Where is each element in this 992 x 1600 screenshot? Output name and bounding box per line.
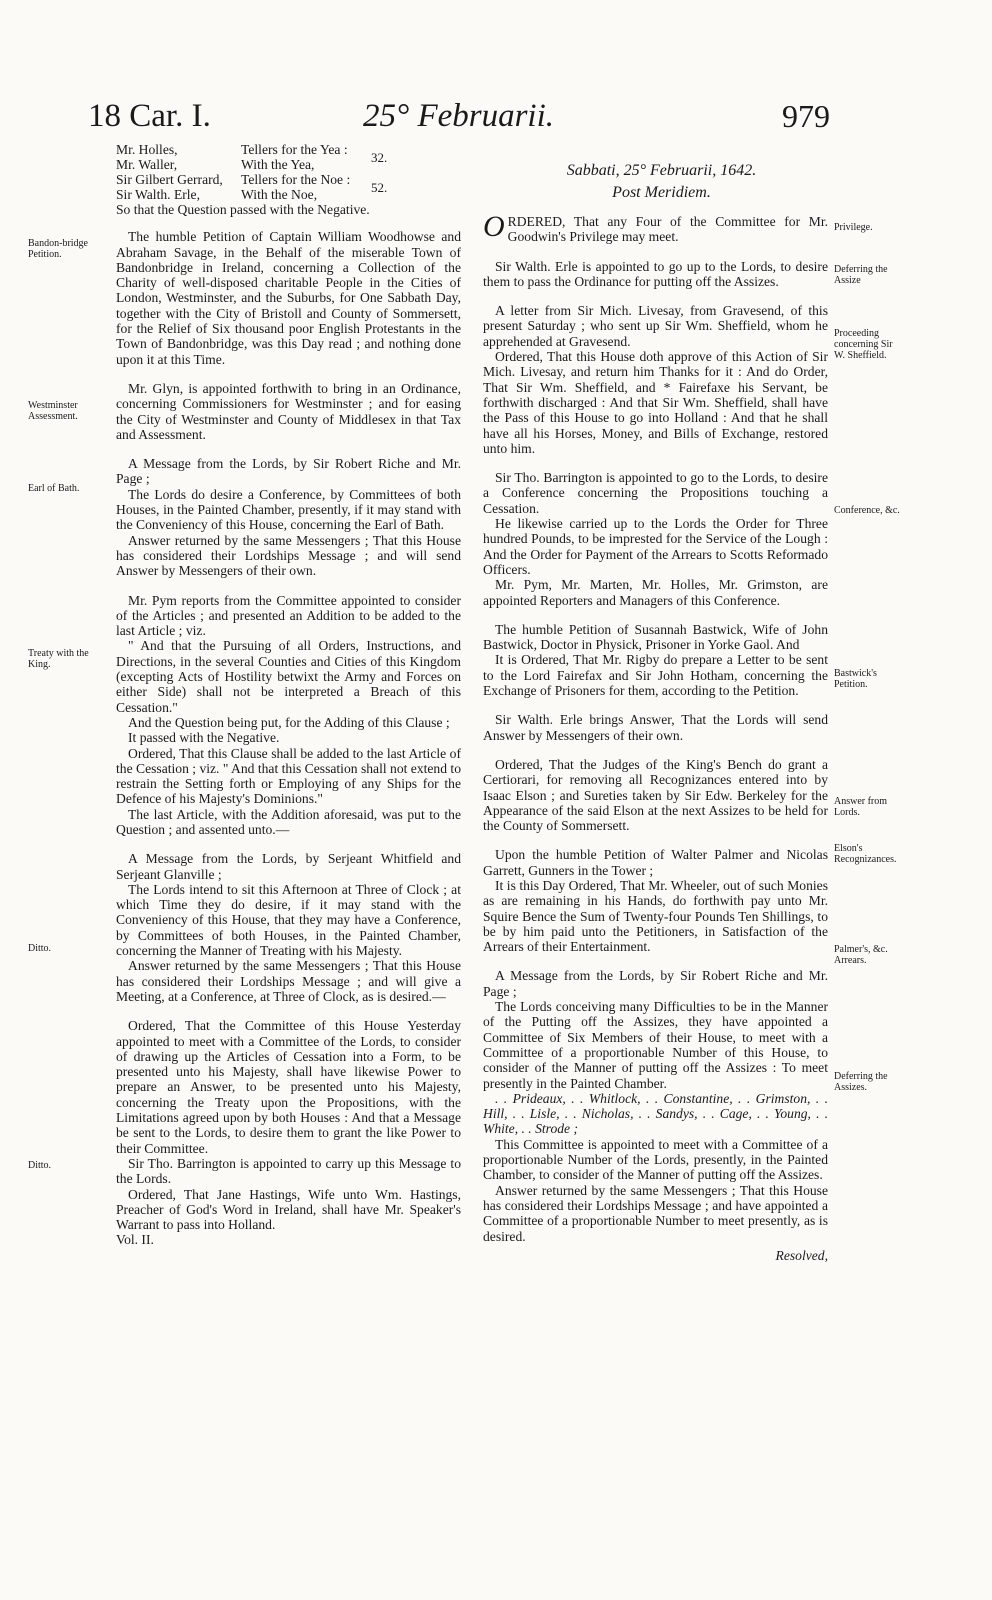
paragraph: Upon the humble Petition of Walter Palmer and Nicolas Garrett, Gunners in the Tower ; [483,847,828,878]
committee-names: . . Prideaux, . . Whitlock, . . Constantine, . . Grimston, . . Hill, . . Lisle, . . Nicholas, . . Sandys, . . Cage, . . Young, . . White, . . Strode ; [483,1090,828,1137]
paragraph: Mr. Pym reports from the Committee appointed to consider of the Articles ; and presented an Addition to be added to the last Article ; viz. [116,592,461,639]
session-heading: Post Meridiem. [612,184,711,201]
margin-note-right: Deferring the Assize [834,264,888,286]
paragraph: The Lords do desire a Conference, by Committees of both Houses, in the Painted Chamber, presently, if it may stand with the Conveniency of this House, concerning the Earl of Bath. [116,486,461,533]
paragraph: The humble Petition of Captain William Woodhowse and Abraham Savage, in the Behalf of the miserable Town of Bandonbridge in Ireland, concerning a Collection of the Charity of well-disposed charitable People in the Cities of London, Westminster, and the Suburbs, for One Sabbath Day, together with the City of Bristoll and County of Sommersett, for the Relief of Six thousand poor English Protestants in the Town of Bandonbridge, was this Day read ; and nothing done upon it at this Time. [116,229,461,367]
paragraph: Ordered, That the Judges of the King's Bench do grant a Certiorari, for removing all Recognizances entered into by Isaac Elson ; and Sureties taken by Sir Edw. Berkeley for the Appearance of the said Elson at the next Assizes to be held for the County of Sommersett. [483,756,828,834]
paragraph [483,210,828,245]
paragraph: The Lords intend to sit this Afternoon at Three of Clock ; at which Time they do desire, if it may stand with the Conveniency of this House, that they may have a Conference, by Committees of both Houses, in the Painted Chamber, concerning the Manner of Treating with his Majesty. [116,881,461,959]
paragraph: A Message from the Lords, by Sir Robert Riche and Mr. Page ; [116,456,461,487]
margin-note-right: Bastwick's Petition. [834,668,877,690]
margin-note-left: Earl of Bath. [28,483,80,494]
volume-signature: Vol. II. [116,1232,154,1248]
sitting-heading: Sabbati, 25° Februarii, 1642. [566,162,757,179]
paragraph: Ordered, That Jane Hastings, Wife unto Wm. Hastings, Preacher of God's Word in Ireland, shall have Mr. Speaker's Warrant to pass into Holland. [116,1186,461,1233]
teller-name: Sir Walth. Erle, [116,187,200,202]
teller-name: Mr. Holles, [116,142,178,157]
teller-role: Tellers for the Noe : [241,172,351,187]
drop-cap: O [483,210,505,243]
paragraph-text: RDERED, That any Four of the Committee for Mr. Goodwin's Privilege may meet. [507,214,828,245]
teller-role: Tellers for the Yea : [241,142,348,157]
margin-note-right: Privilege. [834,222,873,233]
teller-role: With the Yea, [241,157,315,172]
paragraph: He likewise carried up to the Lords the Order for Three hundred Pounds, to be imprested for the Service of the Lough : And the Order for Payment of the Arrears to Scotts Reformado Officers. [483,516,828,577]
paragraph: Sir Walth. Erle is appointed to go up to the Lords, to desire them to pass the Ordinance for putting off the Assizes. [483,258,828,289]
paragraph: " And that the Pursuing of all Orders, Instructions, and Directions, in the several Counties and Cities of this Kingdom (excepting Acts of Hostility betwixt the Army and Forces on either Side) shall not be interpreted a Breach of this Cessation." [116,638,461,715]
paragraph: The last Article, with the Addition aforesaid, was put to the Question ; and assented unto.— [116,806,461,837]
right-column [483,148,828,1263]
page-number: 979 [782,98,830,134]
header-regnal-year: 18 Car. I. [88,98,211,134]
margin-note-right: Palmer's, &c. Arrears. [834,944,888,966]
paragraph: Mr. Glyn, is appointed forthwith to bring in an Ordinance, concerning Commissioners for Westminster ; and for easing the City of Westminster and County of Middlesex in that Tax and Assessment. [116,380,461,442]
paragraph: A Message from the Lords, by Serjeant Whitfield and Serjeant Glanville ; [116,851,461,882]
tellers-table [116,142,461,202]
paragraph: The humble Petition of Susannah Bastwick, Wife of John Bastwick, Doctor in Physick, Prisoner in Yorke Gaol. And [483,621,828,653]
paragraph: So that the Question passed with the Negative. [116,202,370,217]
yea-count: 32. [371,149,388,165]
paragraph: And the Question being put, for the Adding of this Clause ; [128,714,450,730]
catchword: Resolved, [775,1247,828,1263]
noe-count: 52. [371,179,388,195]
margin-note-left: Bandon-bridge Petition. [28,238,88,260]
margin-note-right: Proceeding concerning Sir W. Sheffield. [834,328,893,361]
margin-note-right: Conference, &c. [834,505,900,516]
paragraph: Ordered, That this Clause shall be added to the last Article of the Cessation ; viz. " And that this Cessation shall not extend to restrain the Setting forth or Employing of any Ships for the Defence of his Majesty's Dominions." [116,745,461,807]
paragraph: Ordered, That the Committee of this House Yesterday appointed to meet with a Committee of the Lords, to consider of drawing up the Articles of Cessation into a Form, to be presented unto his Majesty, shall have likewise Power to prepare an Answer, to be presented unto his Majesty, concerning the Treaty upon the Propositions, with the Limitations agreed upon by both Houses : And that a Message be sent to the Lords, to desire them to grant the like Power to their Committee. [116,1018,461,1156]
paragraph: Mr. Pym, Mr. Marten, Mr. Holles, Mr. Grimston, are appointed Reporters and Managers of this Conference. [483,577,828,608]
margin-note-right: Elson's Recognizances. [834,843,897,865]
paragraph: Ordered, That this House doth approve of this Action of Sir Mich. Livesay, and return him Thanks for it : And do Order, That Sir Wm. Sheffield, and * Fairefaxe his Servant, be forthwith discharged : And that Sir Wm. Sheffield, shall have the Pass of this House to go into Holland : And that he shall have all his Horses, Money, and Bills of Exchange, restored unto him. [483,349,828,456]
paragraph: This Committee is appointed to meet with a Committee of a proportionable Number of the Lords, presently, in the Painted Chamber, to consider of the Manner of putting off the Assizes. [483,1136,828,1183]
paragraph: It is Ordered, That Mr. Rigby do prepare a Letter to be sent to the Lord Fairefax and Sir John Hotham, concerning the Exchange of Prisoners for them, according to the Petition. [483,652,828,699]
margin-note-right: Answer from Lords. [834,796,888,818]
paragraph: Sir Tho. Barrington is appointed to go to the Lords, to desire a Conference concerning the Propositions touching a Cessation. [483,470,828,516]
paragraph: Answer returned by the same Messengers ; That this House has considered their Lordships Message ; and will send Answer by Messengers of their own. [116,532,461,579]
margin-note-right: Deferring the Assizes. [834,1071,888,1093]
left-column [116,142,461,1248]
paragraph: Answer returned by the same Messengers ; That this House has considered their Lordships Message ; and have appointed a Committee of a proportionable Number to meet presently, as is desired. [483,1182,828,1244]
paragraph: It passed with the Negative. [128,730,280,746]
margin-note-left: Westminster Assessment. [28,400,78,422]
teller-name: Sir Gilbert Gerrard, [116,172,223,187]
paragraph: A letter from Sir Mich. Livesay, from Gravesend, of this present Saturday ; who sent up Sir Wm. Sheffield, whom he apprehended at Gravesend. [483,303,828,349]
margin-note-left: Ditto. [28,943,52,954]
paragraph: The Lords conceiving many Difficulties to be in the Manner of the Putting off the Assizes, they have appointed a Committee of Six Members of their House, to meet with a Committee of a proportionable Number of this House, to consider of the Manner of putting off the Assizes : To meet presently in the Painted Chamber. [483,999,828,1091]
paragraph: Sir Tho. Barrington is appointed to carry up this Message to the Lords. [116,1155,461,1187]
paragraph: Answer returned by the same Messengers ; That this House has considered their Lordships Message ; and will give a Meeting, at a Conference, at Three of Clock, as is desired.— [116,958,461,1004]
margin-note-left: Ditto. [28,1160,52,1171]
paragraph: Sir Walth. Erle brings Answer, That the Lords will send Answer by Messengers of their own. [483,712,828,743]
teller-role: With the Noe, [241,187,318,202]
header-date: 25° Februarii. [363,98,555,134]
teller-name: Mr. Waller, [116,157,178,172]
paragraph: A Message from the Lords, by Sir Robert Riche and Mr. Page ; [483,968,828,999]
margin-note-left: Treaty with the King. [28,648,89,670]
paragraph: It is this Day Ordered, That Mr. Wheeler, out of such Monies as are remaining in his Hands, do forthwith pay unto Mr. Squire Bence the Sum of Twenty-four Pounds Ten Shillings, to be by him paid unto the Petitioners, in Satisfaction of the Arrears of their Entertainment. [483,877,828,955]
